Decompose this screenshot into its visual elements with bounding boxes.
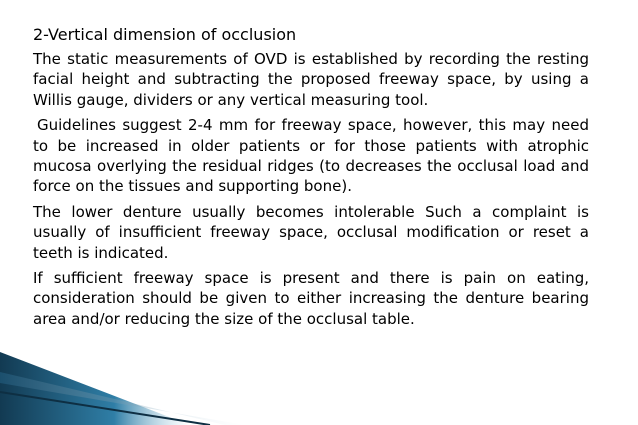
paragraph-ovd-measurement: The static measurements of OVD is established by recording the resting facial height and subtracting the proposed freeway space, by using a Willis gauge, dividers or any vertical measuring tool. (33, 50, 589, 109)
paragraph-pain-on-eating: If sufficient freeway space is present and there is pain on eating, consideration should be given to either increasing the denture bearing area and/or reducing the size of the occlusal table. (33, 269, 589, 328)
slide-content (33, 22, 589, 334)
slide-heading: 2-Vertical dimension of occlusion (33, 25, 297, 44)
swoosh-band-dark (0, 352, 190, 425)
paragraph-freeway-guidelines: Guidelines suggest 2-4 mm for freeway space, however, this may need to be increased in older patients or for those patients with atrophic mucosa overlying the residual ridges (to decreases the occlusal load and force on the tissues and supporting bone). (33, 116, 589, 196)
paragraph-lower-denture: The lower denture usually becomes intolerable Such a complaint is usually of insufficient freeway space, occlusal modification or reset a teeth is indicated. (33, 202, 589, 262)
